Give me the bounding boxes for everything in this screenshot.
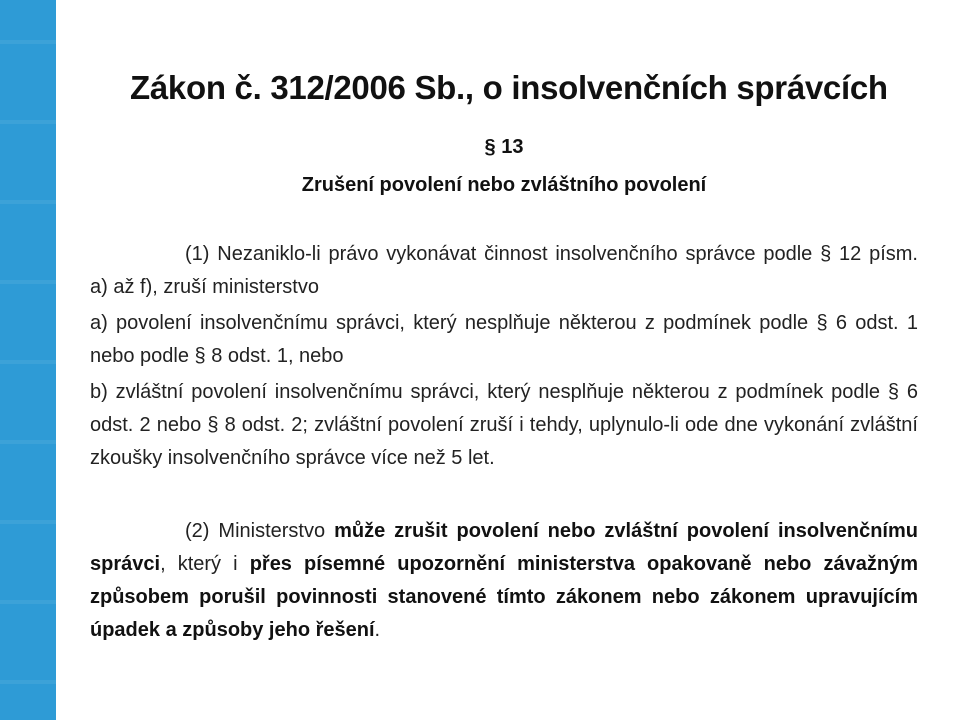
bar-stripe bbox=[0, 120, 56, 124]
paragraph-1-text: (1) Nezaniklo-li právo vykonávat činnost insolvenčního správce podle § 12 písm. a) až f), zruší ministerstvo bbox=[90, 243, 918, 298]
item-b: b) zvláštní povolení insolvenčnímu správci, který nesplňuje některou z podmínek podle § 6 odst. 2 nebo § 8 odst. 2; zvláštní povolení zruší i tehdy, uplynulo-li ode dne vykonání zvláštní zkoušky insolvenčního správce více než 5 let. bbox=[90, 381, 918, 469]
bar-stripe bbox=[0, 200, 56, 204]
paragraph-2-mid: , který i bbox=[160, 553, 250, 575]
paragraph-2-bold-1: může zrušit povolení nebo zvláštní povolení insolvenčnímu správci bbox=[90, 520, 918, 575]
section-number: § 13 bbox=[484, 136, 524, 158]
bar-stripe bbox=[0, 680, 56, 684]
slide-title: Zákon č. 312/2006 Sb., o insolvenčních správcích bbox=[130, 69, 888, 106]
paragraph-2-end: . bbox=[374, 619, 381, 641]
section-title: Zrušení povolení nebo zvláštního povolení bbox=[301, 174, 707, 196]
left-accent-bar bbox=[0, 0, 56, 720]
paragraph-2-bold-2: přes písemné upozornění ministerstva opakovaně nebo závažným způsobem porušil povinnosti stanovené tímto zákonem nebo zákonem upravujícím úpadek a způsoby jeho řešení bbox=[90, 553, 918, 641]
bar-stripe bbox=[0, 40, 56, 44]
paragraph-2 bbox=[90, 515, 918, 647]
bar-stripe bbox=[0, 280, 56, 284]
bar-stripe bbox=[0, 600, 56, 604]
paragraph-2-lead: (2) Ministerstvo bbox=[185, 520, 335, 542]
item-a: a) povolení insolvenčnímu správci, který nesplňuje některou z podmínek podle § 6 odst. 1 nebo podle § 8 odst. 1, nebo bbox=[90, 312, 918, 367]
paragraph-1 bbox=[90, 238, 918, 304]
bar-stripe bbox=[0, 440, 56, 444]
bar-stripe bbox=[0, 520, 56, 524]
bar-stripe bbox=[0, 360, 56, 364]
slide-content bbox=[90, 66, 918, 647]
